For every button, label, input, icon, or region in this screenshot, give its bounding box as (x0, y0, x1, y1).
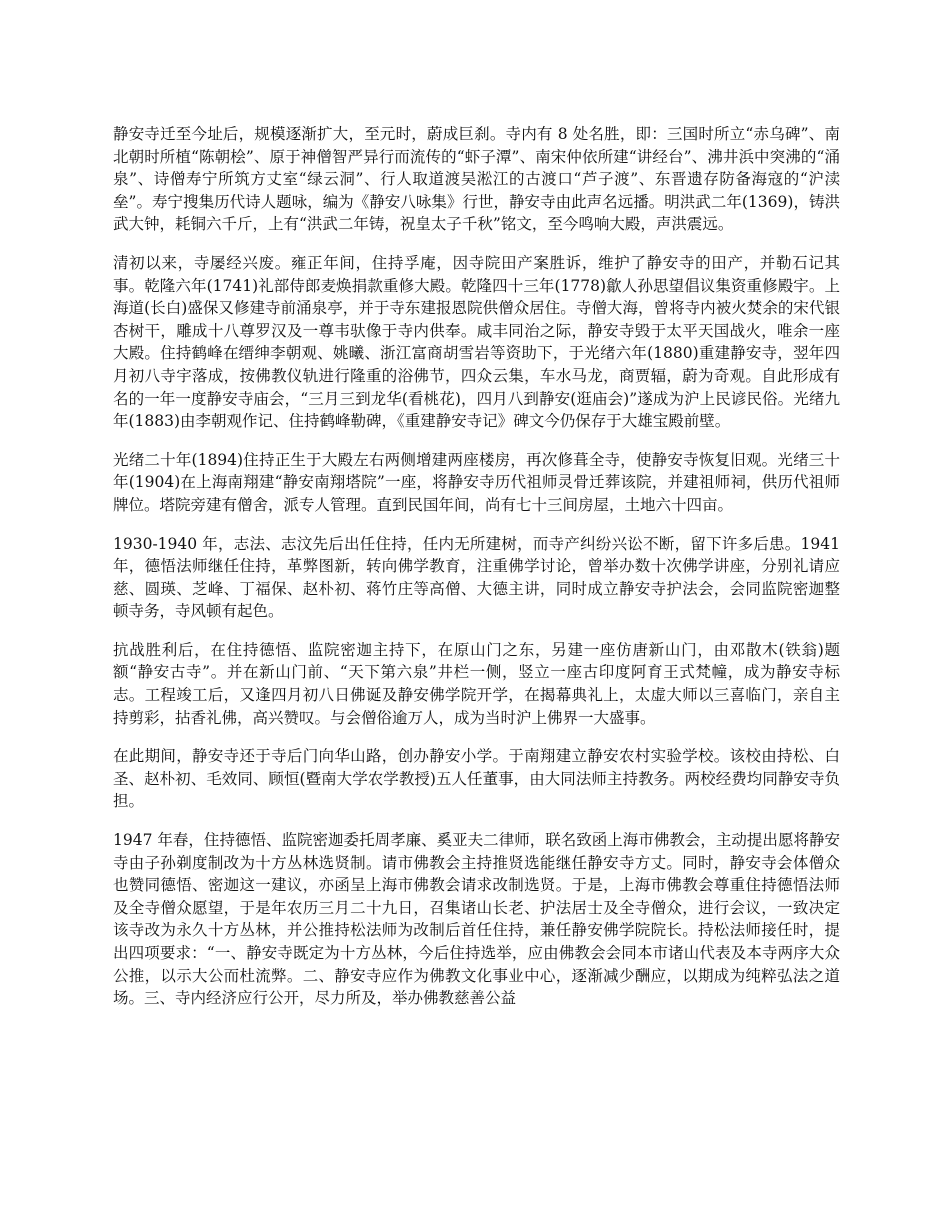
document-page (113, 123, 840, 1026)
paragraph-3: 光绪二十年(1894)住持正生于大殿左右两侧增建两座楼房，再次修葺全寺，使静安寺恢复旧观。光绪三十年(1904)在上海南翔建“静安南翔塔院”一座，将静安寺历代祖师灵骨迁葬该院，并建祖师祠，供历代祖师牌位。塔院旁建有僧舍，派专人管理。直到民国年间，尚有七十三间房屋，土地六十四亩。 (113, 450, 840, 514)
paragraph-5: 抗战胜利后，在住持德悟、监院密迦主持下，在原山门之东，另建一座仿唐新山门，由邓散木(铁翁)题额“静安古寺”。并在新山门前、“天下第六泉”井栏一侧，竖立一座古印度阿育王式梵幢，成为静安寺标志。工程竣工后，又逢四月初八日佛诞及静安佛学院开学，在揭幕典礼上，太虚大师以三喜临门，亲自主持剪彩，拈香礼佛，高兴赞叹。与会僧俗逾万人，成为当时沪上佛界一大盛事。 (113, 640, 840, 727)
paragraph-7: 1947 年春，住持德悟、监院密迦委托周孝廉、奚亚夫二律师，联名致函上海市佛教会，主动提出愿将静安寺由子孙剃度制改为十方丛林选贤制。请市佛教会主持推贤选能继任静安寺方丈。同时，静安寺会体僧众也赞同德悟、密迦这一建议，亦函呈上海市佛教会请求改制选贤。于是，上海市佛教会尊重住持德悟法师及全寺僧众愿望，于是年农历三月二十九日，召集诸山长老、护法居士及全寺僧众，进行会议，一致决定该寺改为永久十方丛林，并公推持松法师为改制后首任住持，兼任静安佛学院院长。持松法师接任时，提出四项要求：“一、静安寺既定为十方丛林，今后住持选举，应由佛教会会同本市诸山代表及本寺两序大众公推，以示大公而杜流弊。二、静安寺应作为佛教文化事业中心，逐渐减少酬应，以期成为纯粹弘法之道场。三、寺内经济应行公开，尽力所及，举办佛教慈善公益 (113, 831, 840, 1008)
paragraph-6: 在此期间，静安寺还于寺后门向华山路，创办静安小学。于南翔建立静安农村实验学校。该校由持松、白圣、赵朴初、毛效同、顾恒(暨南大学农学教授)五人任董事，由大同法师主持教务。两校经费均同静安寺负担。 (113, 747, 840, 811)
paragraph-2: 清初以来，寺屡经兴废。雍正年间，住持孚庵，因寺院田产案胜诉，维护了静安寺的田产，并勒石记其事。乾隆六年(1741)礼部侍郎麦焕捐款重修大殿。乾隆四十三年(1778)歙人孙思望倡议集资重修殿宇。上海道(长白)盛保又修建寺前涌泉亭，并于寺东建报恩院供僧众居住。寺僧大海，曾将寺内被火焚余的宋代银杏树干，雕成十八尊罗汉及一尊韦驮像于寺内供奉。咸丰同治之际，静安寺毁于太平天国战火，唯余一座大殿。住持鹤峰在缙绅李朝观、姚曦、浙江富商胡雪岩等资助下，于光绪六年(1880)重建静安寺，翌年四月初八寺宇落成，按佛教仪轨进行隆重的浴佛节，四众云集，车水马龙，商贾辐，蔚为奇观。自此形成有名的一年一度静安寺庙会，“三月三到龙华(看桃花)，四月八到静安(逛庙会)”遂成为沪上民谚民俗。光绪九年(1883)由李朝观作记、住持鹤峰勒碑，《重建静安寺记》碑文今仍保存于大雄宝殿前壁。 (113, 253, 840, 431)
paragraph-4: 1930-1940 年，志法、志汶先后出任住持，任内无所建树，而寺产纠纷兴讼不断，留下许多后患。1941 年，德悟法师继任住持，革弊图新，转向佛学教育，注重佛学讨论，曾举办数十次佛学讲座，分别礼请应慈、圆瑛、芝峰、丁福保、赵朴初、蒋竹庄等高僧、大德主讲，同时成立静安寺护法会，会同监院密迦整顿寺务，寺风顿有起色。 (113, 534, 840, 621)
paragraph-1: 静安寺迁至今址后，规模逐渐扩大，至元时，蔚成巨刹。寺内有 8 处名胜，即：三国时所立“赤乌碑”、南北朝时所植“陈朝桧”、原于神僧智严异行而流传的“虾子潭”、南宋仲依所建“讲经台”、沸井浜中突沸的“涌泉”、诗僧寿宁所筑方丈室“绿云洞”、行人取道渡吴淞江的古渡口“芦子渡”、东晋遗存防备海寇的“沪渎垒”。寿宁搜集历代诗人题咏，编为《静安八咏集》行世，静安寺由此声名远播。明洪武二年(1369)，铸洪武大钟，耗铜六千斤，上有“洪武二年铸，祝皇太子千秋”铭文，至今鸣响大殿，声洪震远。 (113, 125, 840, 234)
